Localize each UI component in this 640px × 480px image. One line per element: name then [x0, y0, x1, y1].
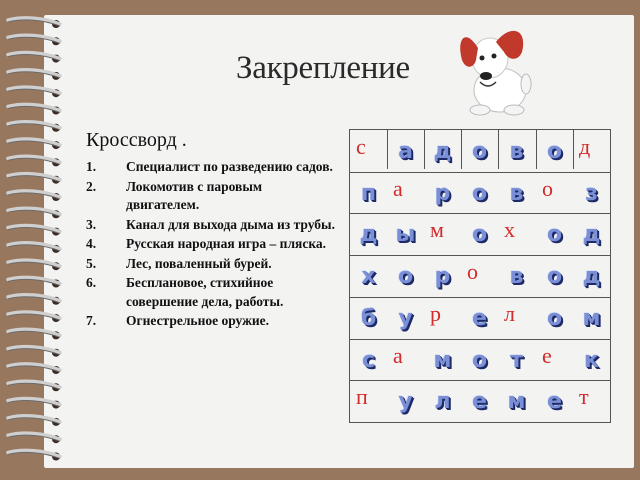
question-item — [86, 312, 336, 331]
question-list — [86, 158, 336, 332]
ring-icon — [8, 18, 60, 28]
ring-icon — [8, 260, 60, 270]
crossword-cell[interactable]: о — [542, 176, 553, 201]
question-text: Локомотив с паровым двигателем. — [126, 178, 263, 212]
crossword-cell[interactable]: р — [434, 263, 451, 289]
ring-icon — [8, 35, 60, 45]
question-number: 3. — [86, 216, 97, 232]
ring-icon — [8, 295, 60, 305]
crossword-cell[interactable]: о — [546, 263, 563, 289]
crossword-cell[interactable]: с — [361, 347, 376, 373]
crossword-cell[interactable]: з — [585, 180, 598, 206]
notebook-rings — [4, 16, 70, 468]
ring-icon — [8, 433, 60, 443]
crossword-cell[interactable]: в — [509, 263, 524, 289]
crossword-cell[interactable]: х — [504, 217, 515, 242]
crossword-cell[interactable]: б — [360, 305, 377, 331]
ring-icon — [8, 87, 60, 97]
crossword-cell[interactable]: м — [430, 217, 444, 242]
crossword-cell[interactable]: в — [509, 138, 524, 164]
question-number: 6. — [86, 275, 97, 290]
crossword-heading: Кроссворд . — [86, 129, 187, 151]
crossword-cell[interactable]: д — [582, 221, 601, 247]
ring-icon — [8, 399, 60, 409]
crossword-cell[interactable]: р — [434, 180, 451, 206]
crossword-cell[interactable]: в — [509, 180, 524, 206]
ring-icon — [8, 347, 60, 357]
ring-icon — [8, 243, 60, 253]
crossword-cell[interactable]: а — [398, 138, 413, 164]
crossword-cell[interactable]: е — [472, 305, 487, 331]
crossword-cell[interactable]: с — [356, 134, 366, 159]
crossword-cell[interactable]: д — [359, 221, 378, 247]
ring-icon — [8, 191, 60, 201]
crossword-cell[interactable]: т — [510, 347, 523, 373]
question-text: Бесплановое, стихийное совершение дела, работы. — [126, 275, 284, 309]
crossword-cell[interactable]: ы — [395, 221, 416, 247]
question-item — [86, 178, 336, 215]
crossword-cell[interactable]: м — [507, 388, 526, 414]
crossword-cell[interactable]: м — [582, 305, 601, 331]
question-item — [86, 235, 336, 254]
ring-icon — [8, 312, 60, 322]
crossword-cell[interactable]: д — [433, 138, 452, 164]
ring-icon — [8, 156, 60, 166]
crossword-cell[interactable]: о — [471, 347, 488, 373]
crossword-cell[interactable]: д — [582, 263, 601, 289]
crossword-cell[interactable]: п — [360, 180, 377, 206]
crossword-cell[interactable]: у — [398, 388, 413, 414]
crossword-cell[interactable]: л — [504, 301, 515, 326]
crossword-cell[interactable]: о — [546, 138, 563, 164]
question-number: 1. — [86, 159, 97, 174]
crossword-cell[interactable]: к — [584, 347, 599, 373]
ring-icon — [8, 139, 60, 149]
crossword-cell[interactable]: о — [471, 180, 488, 206]
ring-icon — [8, 226, 60, 236]
ring-icon — [8, 122, 60, 132]
question-text: Лес, поваленный бурей. — [126, 255, 272, 271]
ring-icon — [8, 53, 60, 63]
crossword-cell[interactable]: о — [546, 221, 563, 247]
question-item — [86, 158, 336, 177]
crossword-cell[interactable]: х — [361, 263, 376, 289]
ring-icon — [8, 104, 60, 114]
crossword-cell[interactable]: о — [546, 305, 563, 331]
question-number: 4. — [86, 236, 97, 251]
crossword-cell[interactable]: д — [579, 134, 591, 159]
slide-title: Закрепление — [236, 50, 410, 86]
crossword-cell[interactable]: а — [393, 343, 403, 368]
ring-icon — [8, 416, 60, 426]
ring-icon — [8, 329, 60, 339]
crossword-cell[interactable]: п — [356, 384, 368, 409]
question-item — [86, 274, 336, 311]
question-text: Огнестрельное оружие. — [126, 313, 270, 328]
question-text: Специалист по разведению садов. — [126, 159, 333, 174]
crossword-cell[interactable]: о — [471, 138, 488, 164]
crossword-cell[interactable]: е — [547, 388, 562, 414]
crossword-cell[interactable]: е — [472, 388, 487, 414]
question-number: 5. — [86, 255, 97, 271]
cartoon-dog-image — [456, 18, 536, 118]
crossword-cell[interactable]: о — [471, 221, 488, 247]
crossword-grid — [349, 129, 611, 423]
crossword-cell[interactable]: р — [430, 301, 441, 326]
crossword-cell[interactable]: м — [433, 347, 452, 373]
question-item — [86, 255, 336, 274]
crossword-cell[interactable]: т — [579, 384, 589, 409]
ring-icon — [8, 208, 60, 218]
crossword-cell[interactable]: о — [467, 259, 478, 284]
crossword-cell[interactable]: л — [434, 388, 451, 414]
ring-icon — [8, 381, 60, 391]
crossword-cell[interactable]: у — [398, 305, 413, 331]
crossword-cell[interactable]: о — [397, 263, 414, 289]
question-text: Русская народная игра – пляска. — [126, 236, 327, 251]
crossword-cell[interactable]: а — [393, 176, 403, 201]
ring-icon — [8, 174, 60, 184]
question-number: 2. — [86, 178, 97, 194]
ring-icon — [8, 450, 60, 460]
question-text: Канал для выхода дыма из трубы. — [126, 216, 335, 232]
ring-icon — [8, 364, 60, 374]
ring-icon — [8, 70, 60, 80]
crossword-cell[interactable]: е — [542, 343, 552, 368]
question-number: 7. — [86, 313, 97, 328]
question-item — [86, 216, 336, 235]
ring-icon — [8, 277, 60, 287]
